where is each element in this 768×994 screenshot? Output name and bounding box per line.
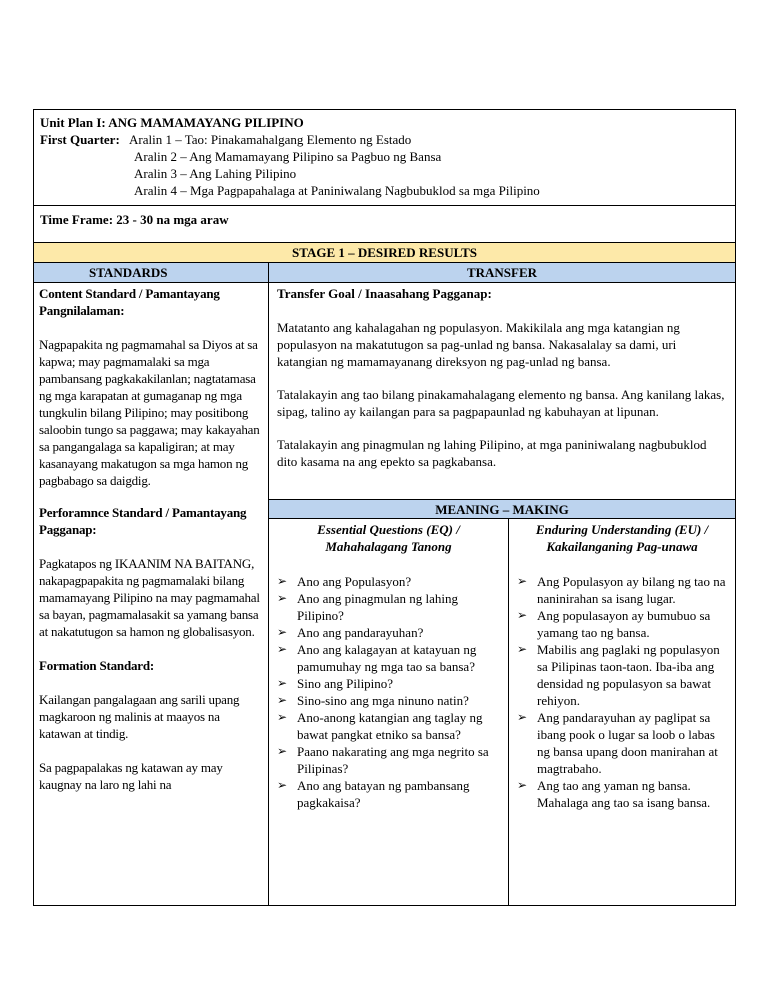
quarter-label: First Quarter:: [40, 132, 120, 147]
list-item: ➢ Ano ang kalagayan at katayuan ng pamumuhay ng mga tao sa bansa?: [275, 641, 502, 675]
transfer-header: TRANSFER: [269, 263, 735, 283]
list-item: ➢ Sino-sino ang mga ninuno natin?: [275, 692, 502, 709]
eq-title-1: Essential Questions (EQ) /: [317, 522, 460, 537]
content-standard-body: Nagpapakita ng pagmamahal sa Diyos at sa kapwa; may pagmamalaki sa mga pambansang pagkakakilanlan; nagtatamasa ng mga karapatan at gumaganap ng mga tungkulin bilang Pilipino; may positibong saloobin tungo sa paggawa; may kakayahan sa pangangalaga sa kapaligiran; at may kasanayang makatugon sa mga hamon ng pagbabago sa daigdig.: [39, 337, 260, 488]
list-item: ➢ Ano ang batayan ng pambansang pagkakaisa?: [275, 777, 502, 811]
formation-standard-body-2: Sa pagpapalakas ng katawan ay may kaugnay na laro ng lahi na: [39, 760, 223, 792]
list-item: ➢ Ang populasayon ay bumubuo sa yamang tao ng bansa.: [515, 607, 729, 641]
standards-column: [34, 263, 269, 905]
eu-title-1: Enduring Understanding (EU) /: [535, 522, 709, 537]
essential-questions-cell: [269, 519, 509, 905]
list-item: ➢ Ano ang pinagmulan ng lahing Pilipino?: [275, 590, 502, 624]
content-standard-title: Content Standard / Pamantayang Pangnilalaman:: [39, 286, 220, 318]
meaning-making-header: MEANING – MAKING: [269, 499, 735, 519]
list-item: ➢ Ano ang Populasyon?: [275, 573, 502, 590]
eq-list: [275, 573, 502, 811]
stage-1-header: STAGE 1 – DESIRED RESULTS: [34, 243, 735, 263]
transfer-paragraph-1: Matatanto ang kahalagahan ng populasyon. Makikilala ang mga katangian ng populasyon na makatutugon sa pag-unlad ng bansa. Nakasalalay sa dami, uri katangian ng mamamayanang direksyon ng pag-unlad ng bansa.: [277, 320, 680, 369]
desired-results-grid: [34, 263, 735, 905]
lesson-4: Aralin 4 – Mga Pagpapahalaga at Paniniwalang Nagbubuklod sa mga Pilipino: [134, 183, 540, 198]
formation-standard-title: Formation Standard:: [39, 658, 155, 673]
list-item: ➢ Ang pandarayuhan ay paglipat sa ibang pook o lugar sa loob o labas ng bansa upang doon manirahan at magtrabaho.: [515, 709, 729, 777]
eq-title-2: Mahahalagang Tanong: [325, 539, 452, 554]
transfer-column: [269, 263, 735, 905]
eu-title-2: Kakailanganing Pag-unawa: [546, 539, 698, 554]
list-item: ➢ Ano ang pandarayuhan?: [275, 624, 502, 641]
formation-standard-body-1: Kailangan pangalagaan ang sarili upang magkaroon ng malinis at maayos na katawan at tindig.: [39, 692, 240, 741]
transfer-goal-title: Transfer Goal / Inaasahang Pagganap:: [277, 286, 492, 301]
eu-list: [515, 573, 729, 811]
list-item: ➢ Sino ang Pilipino?: [275, 675, 502, 692]
performance-standard-title: Perforamnce Standard / Pamantayang Pagganap:: [39, 505, 247, 537]
list-item: ➢ Ano-anong katangian ang taglay ng bawat pangkat etniko sa bansa?: [275, 709, 502, 743]
lesson-2: Aralin 2 – Ang Mamamayang Pilipino sa Pagbuo ng Bansa: [134, 149, 442, 164]
transfer-paragraph-3: Tatalakayin ang pinagmulan ng lahing Pilipino, at mga paniniwalang nagbubuklod dito kasama na ang epekto sa pagkabansa.: [277, 437, 707, 469]
list-item: ➢ Mabilis ang paglaki ng populasyon sa Pilipinas taon-taon. Iba-iba ang densidad ng populasyon sa bawat rehiyon.: [515, 641, 729, 709]
unit-header: [34, 110, 735, 206]
list-item: ➢ Paano nakarating ang mga negrito sa Pilipinas?: [275, 743, 502, 777]
unit-plan-table: [33, 109, 736, 906]
list-item: ➢ Ang tao ang yaman ng bansa. Mahalaga ang tao sa isang bansa.: [515, 777, 729, 811]
list-item: ➢ Ang Populasyon ay bilang ng tao na naninirahan sa isang lugar.: [515, 573, 729, 607]
lesson-3: Aralin 3 – Ang Lahing Pilipino: [134, 166, 297, 181]
time-frame: Time Frame: 23 - 30 na mga araw: [34, 206, 735, 243]
unit-title: Unit Plan I: ANG MAMAMAYANG PILIPINO: [40, 115, 304, 130]
performance-standard-body: Pagkatapos ng IKAANIM NA BAITANG, nakapagpapakita ng pagmamalaki bilang mamamayang Pilipino na may pagmamahal sa bayan, pagmamalasakit sa yamang bansa at nakatutugon sa hamon ng globalisasyon.: [39, 556, 260, 639]
transfer-paragraph-2: Tatalakayin ang tao bilang pinakamahalagang elemento ng bansa. Ang kanilang lakas, sipag, talino ay kailangan para sa pagpapaunlad ng kabuhayan at lipunan.: [277, 387, 725, 419]
lesson-1: Aralin 1 – Tao: Pinakamahalgang Elemento ng Estado: [129, 132, 412, 147]
enduring-understanding-cell: [509, 519, 735, 905]
standards-header: STANDARDS: [34, 263, 268, 283]
